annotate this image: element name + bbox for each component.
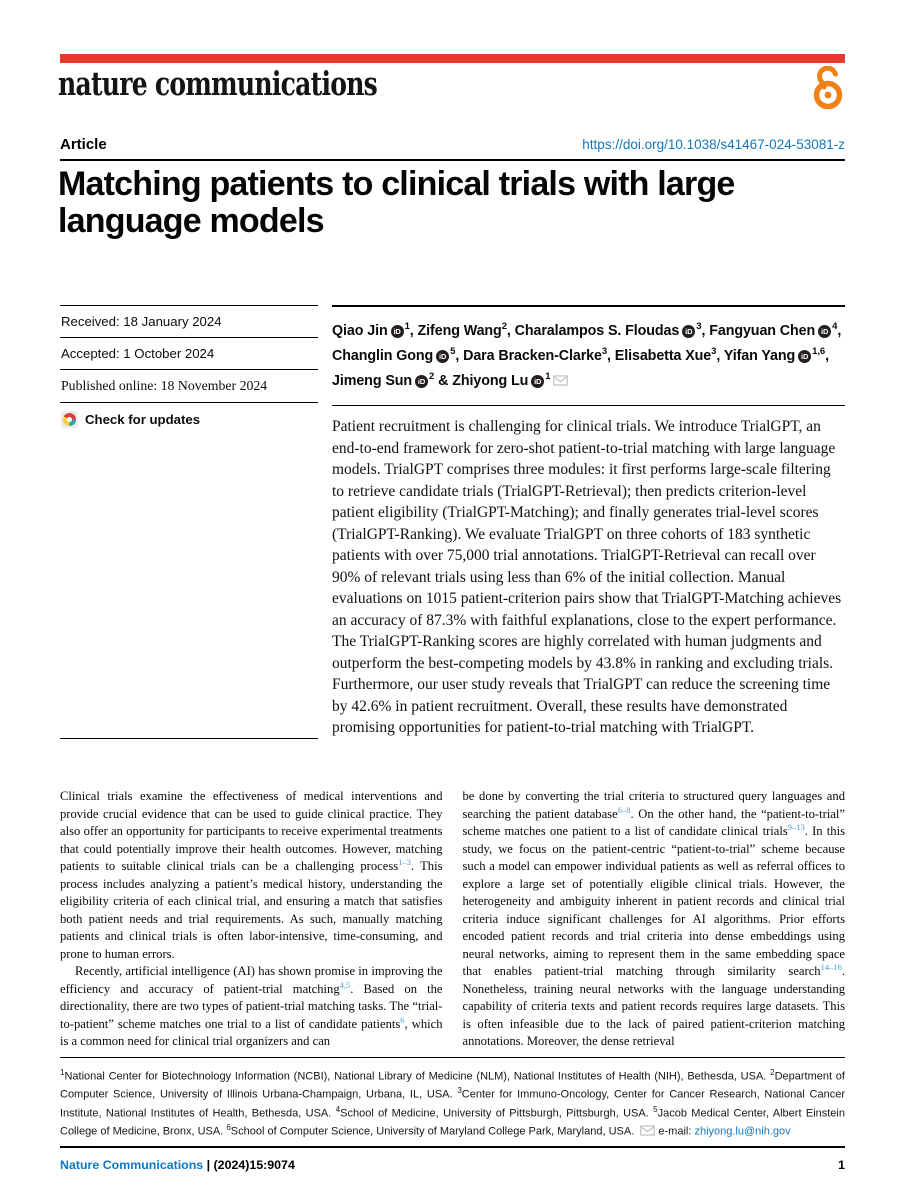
journal-logo: nature communications: [58, 64, 378, 103]
author: Dara Bracken-Clarke$^3$,: [463, 346, 615, 365]
author: Fangyuan Chen iD $^4$,: [709, 321, 842, 339]
meta-section: [60, 305, 845, 739]
doi-link[interactable]: https://doi.org/10.1038/s41467-024-53081-z: [582, 137, 845, 152]
journal-footer-link[interactable]: Nature Communications: [60, 1158, 204, 1172]
affiliation-number: 4: [335, 1104, 341, 1114]
author: Changlin Gong iD $^5$,: [332, 346, 464, 365]
envelope-icon: [640, 1125, 655, 1136]
affiliation-number: 6: [226, 1123, 231, 1133]
orcid-icon: iD: [391, 325, 404, 338]
affiliation-number: 1: [60, 1068, 65, 1077]
crossmark-icon: [61, 411, 78, 428]
author: Zifeng Wang$^2$,: [417, 321, 515, 339]
envelope-icon: [553, 375, 568, 386]
footer-citation-line: [60, 1158, 295, 1172]
article-body: [60, 788, 845, 1051]
article-history-panel: [60, 305, 318, 739]
author: Qiao Jin iD $^1$,: [332, 321, 418, 339]
orcid-icon: iD: [415, 375, 428, 388]
author-list: [332, 319, 845, 394]
abstract-text: Patient recruitment is challenging for clinical trials. We introduce TrialGPT, an end-to-end framework for zero-shot patient-to-trial matching with large language models. TrialGPT comprises three modules: it first performs large-scale filtering to retrieve candidate trials (TrialGPT-Retrieval); then predicts criterion-level patient eligibility (TrialGPT-Matching); and finally generates trial-level scores (TrialGPT-Ranking). We evaluate TrialGPT on three cohorts of 183 synthetic patients with over 75,000 trial annotations. TrialGPT-Retrieval can recall over 90% of relevant trials using less than 6% of the initial collection. Manual evaluations on 1015 patient-criterion pairs show that TrialGPT-Matching achieves an accuracy of 87.3% with faithful explanations, close to the expert performance. The TrialGPT-Ranking scores are highly correlated with human judgments and outperform the best-competing models by 43.8% in ranking and excluding trials. Furthermore, our user study reveals that TrialGPT can reduce the screening time by 42.6% in patient recruitment. Overall, these results have demonstrated promising opportunities for patient-to-trial matching with TrialGPT.: [332, 418, 842, 737]
masthead: [58, 66, 845, 110]
citation-link[interactable]: 9–13: [787, 821, 805, 832]
orcid-icon: iD: [798, 350, 811, 363]
history-row: Received: 18 January 2024: [60, 305, 318, 337]
page-number: 1: [838, 1158, 845, 1172]
citation-link[interactable]: 4,5: [339, 979, 351, 990]
history-row: Accepted: 1 October 2024: [60, 337, 318, 369]
orcid-icon: iD: [531, 375, 544, 388]
orcid-icon: iD: [436, 350, 449, 363]
affiliation-number: 5: [653, 1104, 658, 1114]
body-column-left: [60, 788, 443, 1051]
history-row: Published online: 18 November 2024: [60, 369, 318, 402]
author-abstract-panel: [332, 305, 845, 739]
citation-link[interactable]: 6: [400, 1014, 405, 1025]
abstract-divider: [332, 405, 845, 406]
masthead-accent-bar: [60, 54, 845, 63]
affiliation-number: 3: [457, 1086, 462, 1096]
orcid-icon: iD: [682, 325, 695, 338]
header-divider: [60, 159, 845, 161]
citation-link[interactable]: 6–8: [617, 804, 631, 815]
affiliations-footnote: $^1$National Center for Biotechnology Information (NCBI), National Library of Medicine (NLM), National Institutes of Health (NIH), Bethesda, USA. $^2$Department of Computer Science, University of Illinois Urbana-Champaign, Urbana, IL, USA. $^3$Center for Immuno-Oncology, Center for Cancer Research, National Cancer Institute, National Institutes of Health, Bethesda, USA. $^4$School of Medicine, University of Pittsburgh, Pittsburgh, USA. $^5$Jacob Medical Center, Albert Einstein College of Medicine, Bronx, USA. $^6$School of Computer Science, University of Maryland College Park, Maryland, USA. e-mail: zhiyong.lu@nih.gov: [60, 1057, 845, 1141]
orcid-icon: iD: [818, 325, 831, 338]
affiliation-number: 2: [770, 1068, 775, 1077]
body-paragraph: Clinical trials examine the effectiveness of medical interventions and provide crucial evidence that can be used to guide clinical practice. They also offer an opportunity for participants to receive experimental treatments that could potentially improve their health outcomes. However, matching patients to suitable clinical trials can be a challenging process$^{1-3}$. This process includes analyzing a patient’s medical history, understanding the eligibility criteria of each clinical trial, and ensuring a match that satisfies both patient needs and trial requirements. As such, manually matching patients and clinical trials is often labor-intensive, time-consuming, and prone to human errors.: [60, 789, 443, 961]
body-column-right: [463, 788, 846, 1051]
article-header-row: [60, 136, 845, 153]
body-paragraph: Recently, artificial intelligence (AI) has shown promise in improving the efficiency and accuracy of patient-trial matching$^{4,5}$. Based on the directionality, there are two types of patient-trial matching tasks. The “trial-to-patient” scheme matches one trial to a list of candidate patients$^6$, which is a common need for clinical trial organizers and can: [60, 964, 443, 1048]
check-for-updates-label: Check for updates: [85, 412, 201, 427]
author: Charalampos S. Floudas iD $^3$,: [514, 321, 710, 339]
email-link[interactable]: zhiyong.lu@nih.gov: [694, 1125, 791, 1138]
article-type-label: Article: [60, 136, 107, 153]
body-paragraph: be done by converting the trial criteria to structured query languages and searching the patient database$^{6-8}$. On the other hand, the “patient-to-trial” scheme matches one patient to a list of candidate clinical trials$^{9-13}$. In this study, we focus on the patient-centric “patient-to-trial” scheme because such a model can empower individual patients as well as referral offices to explore a large set of potentially eligible clinical trials. However, the heterogeneity and ambiguity inherent in patient records and clinical trial criteria induce significant challenges for AI algorithms. Prior efforts encoded patient records and trial criteria into dense embeddings using neural networks, aiming to represent them in the same embedding space that enables patient-trial matching through similarity search$^{14-16}$. Nonetheless, training neural networks with the language understanding capability of criteria texts and patient records requires large datasets. This is often infeasible due to the lack of paired patient-criterion matching annotations. Moreover, the dense retrieval: [462, 789, 845, 1048]
author: Yifan Yang iD $^{1,6}$,: [723, 346, 829, 365]
author: Elisabetta Xue$^3$,: [614, 346, 724, 365]
check-for-updates-badge[interactable]: [60, 402, 318, 436]
author: Zhiyong Lu iD $^1$: [452, 373, 568, 389]
open-access-icon: [811, 66, 845, 110]
page-footer: [60, 1146, 845, 1172]
footer-citation: | (2024)15:9074: [203, 1158, 295, 1172]
citation-link[interactable]: 1–3: [398, 856, 411, 867]
article-title: Matching patients to clinical trials with large language models: [58, 165, 735, 241]
author: Jimeng Sun iD $^2$ &: [332, 371, 453, 390]
citation-link[interactable]: 14–16: [820, 961, 842, 972]
